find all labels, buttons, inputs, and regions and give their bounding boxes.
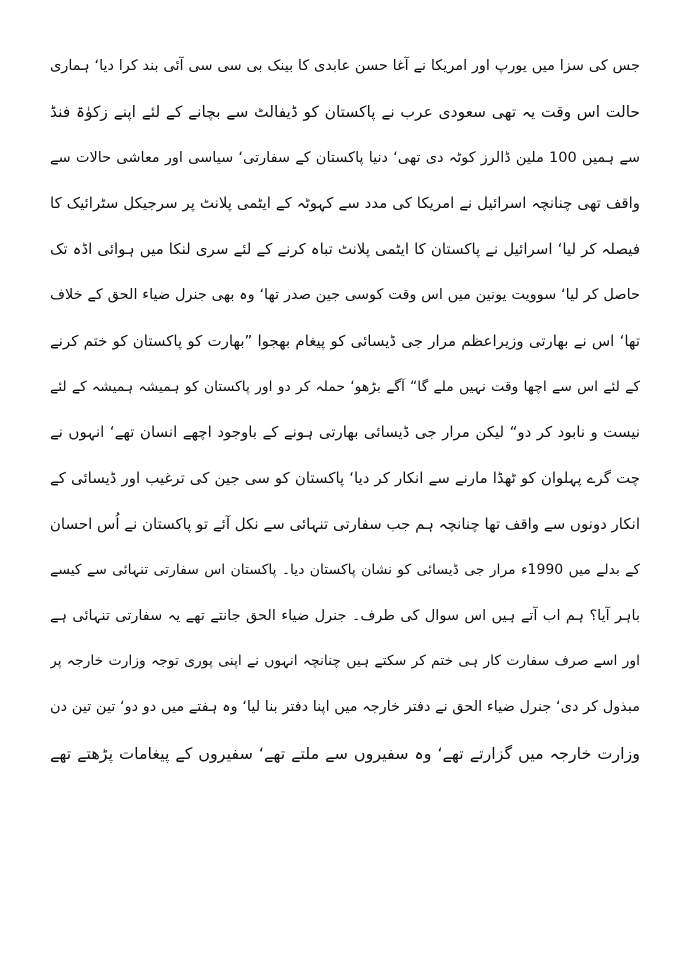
text-line: اور اسے صرف سفارت کار ہی ختم کر سکتے ہیں چنانچہ انہوں نے اپنی پوری توجہ وزارت خارجہ پر [50,653,640,670]
text-line: انکار دونوں سے واقف تھا چنانچہ ہم جب سفارتی تنہائی سے نکل آئے تو پاکستان نے اُس احسان [50,514,640,533]
text-line: مبذول کر دی‘ جنرل ضیاء الحق نے دفتر خارجہ میں اپنا دفتر بنا لیا‘ وہ ہفتے میں دو دو‘ تین تین دن [50,699,640,716]
text-line: کے بدلے میں 1990ء مرار جی ڈیسائی کو نشان پاکستان دیا۔ پاکستان اس سفارتی تنہائی سے کیسے [50,561,640,578]
text-line: جس کی سزا میں یورپ اور امریکا نے آغا حسن عابدی کا بینک بی سی سی آئی بند کرا دیا‘ ہماری [50,58,640,74]
text-line: حاصل کر لیا‘ سوویت یونین میں اس وقت کوسی جین صدر تھا‘ وہ بھی جنرل ضیاء الحق کے خلاف [50,286,640,303]
text-line: حالت اس وقت یہ تھی سعودی عرب نے پاکستان کو ڈیفالٹ سے بچانے کے لئے اپنے زکوٰۃ فنڈ [50,102,640,121]
text-line: واقف تھی چنانچہ اسرائیل نے امریکا کی مدد سے کہوٹہ کے ایٹمی پلانٹ پر سرجیکل سٹرائیک کا [50,194,640,213]
text-line: کے لئے اس سے اچھا وقت نہیں ملے گا“ آگے بڑھو‘ حملہ کر دو اور پاکستان کو ہمیشہ ہمیشہ کے لئے [50,378,640,395]
text-line: نیست و نابود کر دو“ لیکن مرار جی ڈیسائی بھارتی ہونے کے باوجود اچھے انسان تھے‘ انہوں نے [50,423,640,442]
text-line: وزارت خارجہ میں گزارتے تھے‘ وہ سفیروں سے ملتے تھے‘ سفیروں کے پیغامات پڑھتے تھے [50,743,640,763]
text-line: سے ہمیں 100 ملین ڈالرز کوٹہ دی تھی‘ دنیا پاکستان کے سفارتی‘ سیاسی اور معاشی حالات سے [50,149,640,166]
text-line: باہر آیا؟ ہم اب آتے ہیں اس سوال کی طرف۔ جنرل ضیاء الحق جانتے تھے یہ سفارتی تنہائی ہے [50,607,640,624]
text-line: فیصلہ کر لیا‘ اسرائیل نے پاکستان کا ایٹمی پلانٹ تباہ کرنے کے لئے سری لنکا میں ہوائی اڈہ تک [50,240,640,259]
article-text [50,44,640,777]
text-line: چت گرے پہلوان کو ٹھڈا مارنے سے انکار کر دیا‘ پاکستان کو سی جین کی ترغیب اور ڈیسائی کے [50,469,640,488]
text-line: تھا‘ اس نے بھارتی وزیراعظم مرار جی ڈیسائی کو پیغام بھجوا ”بھارت کو پاکستان کو ختم کرنے [50,331,640,350]
